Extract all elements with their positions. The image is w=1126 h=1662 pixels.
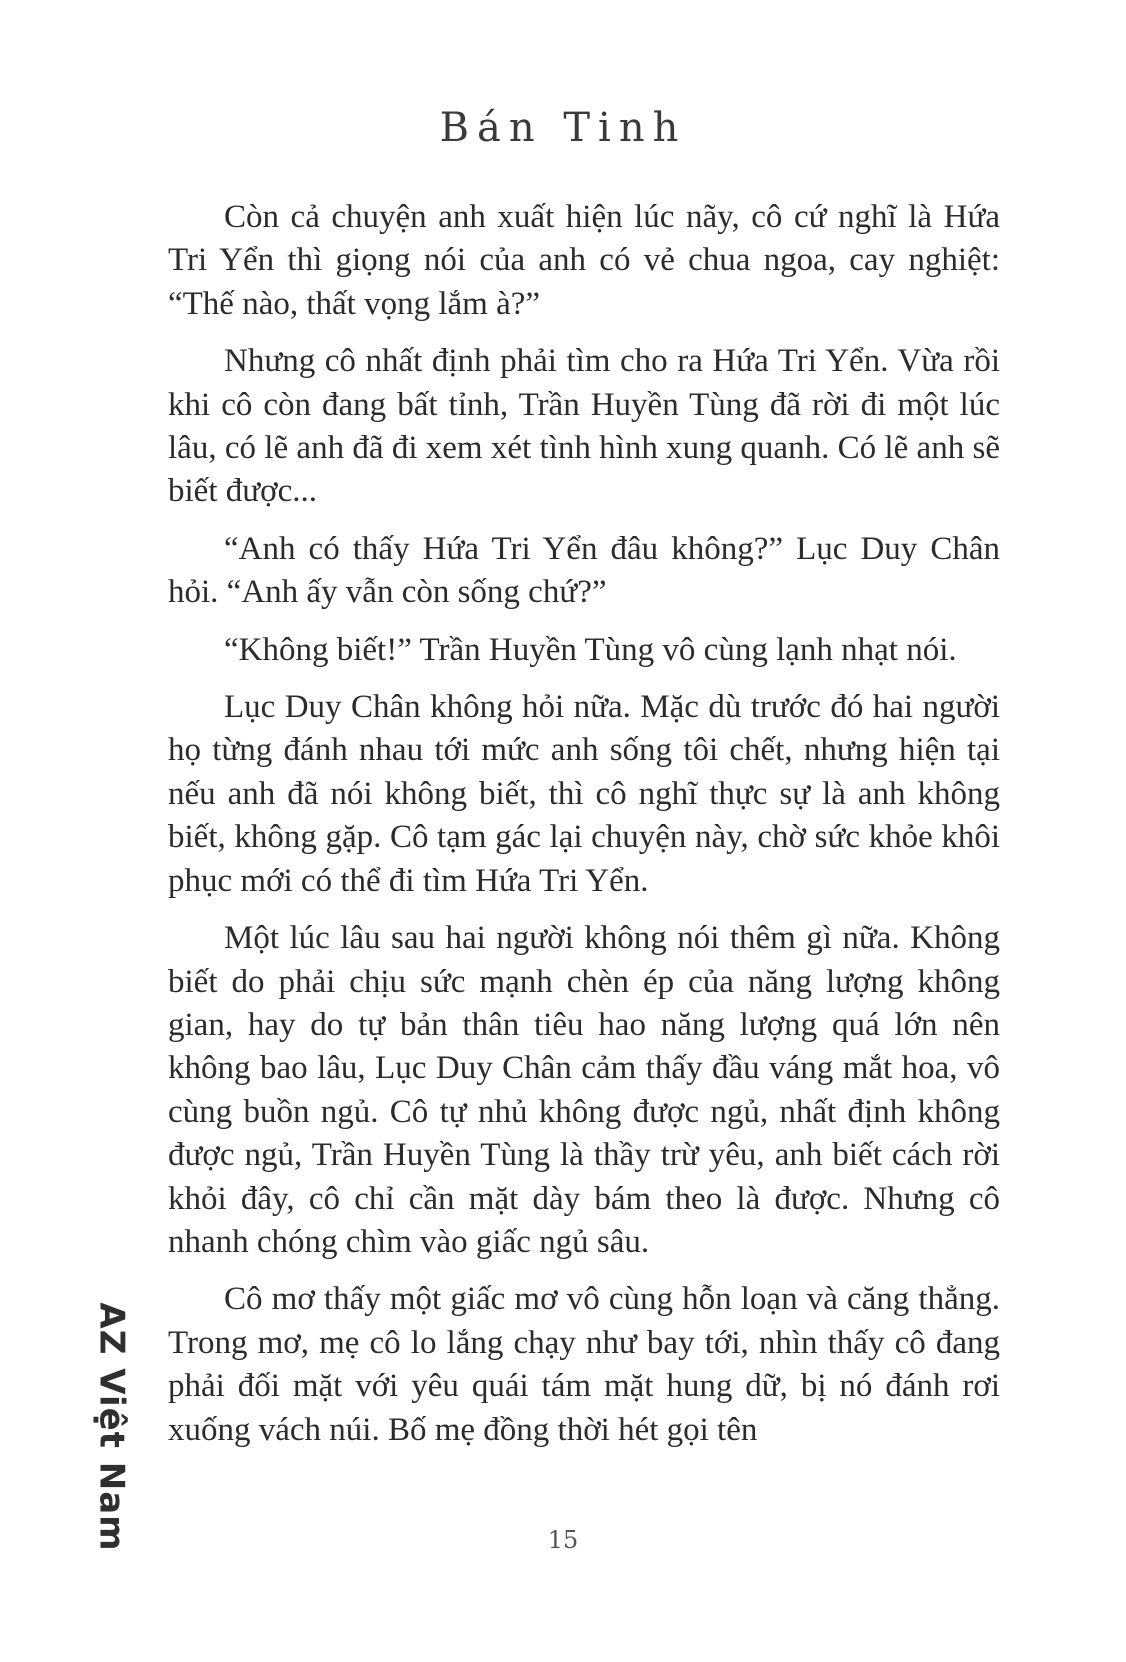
paragraph: Nhưng cô nhất định phải tìm cho ra Hứa Tri Yển. Vừa rồi khi cô còn đang bất tỉnh, Trần Huyền Tùng đã rời đi một lúc lâu, có lẽ anh đã đi xem xét tình hình xung quanh. Có lẽ anh sẽ biết được... xyxy=(168,343,1000,510)
publisher-logo xyxy=(92,1302,132,1552)
paragraph: Lục Duy Chân không hỏi nữa. Mặc dù trước đó hai người họ từng đánh nhau tới mức anh sống tôi chết, nhưng hiện tại nếu anh đã nói không biết, thì cô nghĩ thực sự là anh không biết, không gặp. Cô tạm gác lại chuyện này, chờ sức khỏe khôi phục mới có thể đi tìm Hứa Tri Yển. xyxy=(168,689,1000,899)
paragraph: “Anh có thấy Hứa Tri Yển đâu không?” Lục Duy Chân hỏi. “Anh ấy vẫn còn sống chứ?” xyxy=(168,530,1000,611)
paragraph: Một lúc lâu sau hai người không nói thêm gì nữa. Không biết do phải chịu sức mạnh chèn ép của năng lượng không gian, hay do tự bản thân tiêu hao năng lượng quá lớn nên không bao lâu, Lục Duy Chân cảm thấy đầu váng mắt hoa, vô cùng buồn ngủ. Cô tự nhủ không được ngủ, nhất định không được ngủ, Trần Huyền Tùng là thầy trừ yêu, anh biết cách rời khỏi đây, cô chỉ cần mặt dày bám theo là được. Nhưng cô nhanh chóng chìm vào giấc ngủ sâu. xyxy=(168,920,1000,1260)
paragraph: Cô mơ thấy một giấc mơ vô cùng hỗn loạn và căng thẳng. Trong mơ, mẹ cô lo lắng chạy như bay tới, nhìn thấy cô đang phải đối mặt với yêu quái tám mặt hung dữ, bị nó đánh rơi xuống vách núi. Bố mẹ đồng thời hét gọi tên xyxy=(168,1281,1000,1448)
paragraph: “Không biết!” Trần Huyền Tùng vô cùng lạnh nhạt nói. xyxy=(224,631,957,668)
paragraph: Còn cả chuyện anh xuất hiện lúc nãy, cô cứ nghĩ là Hứa Tri Yển thì giọng nói của anh có vẻ chua ngoa, cay nghiệt: “Thế nào, thất vọng lắm à?” xyxy=(168,199,1000,322)
body-text xyxy=(168,196,1000,1466)
running-header-title: Bán Tinh xyxy=(439,105,687,151)
publisher-logo-text: AZ Việt Nam xyxy=(92,1302,132,1552)
page-number: 15 xyxy=(547,1526,579,1554)
